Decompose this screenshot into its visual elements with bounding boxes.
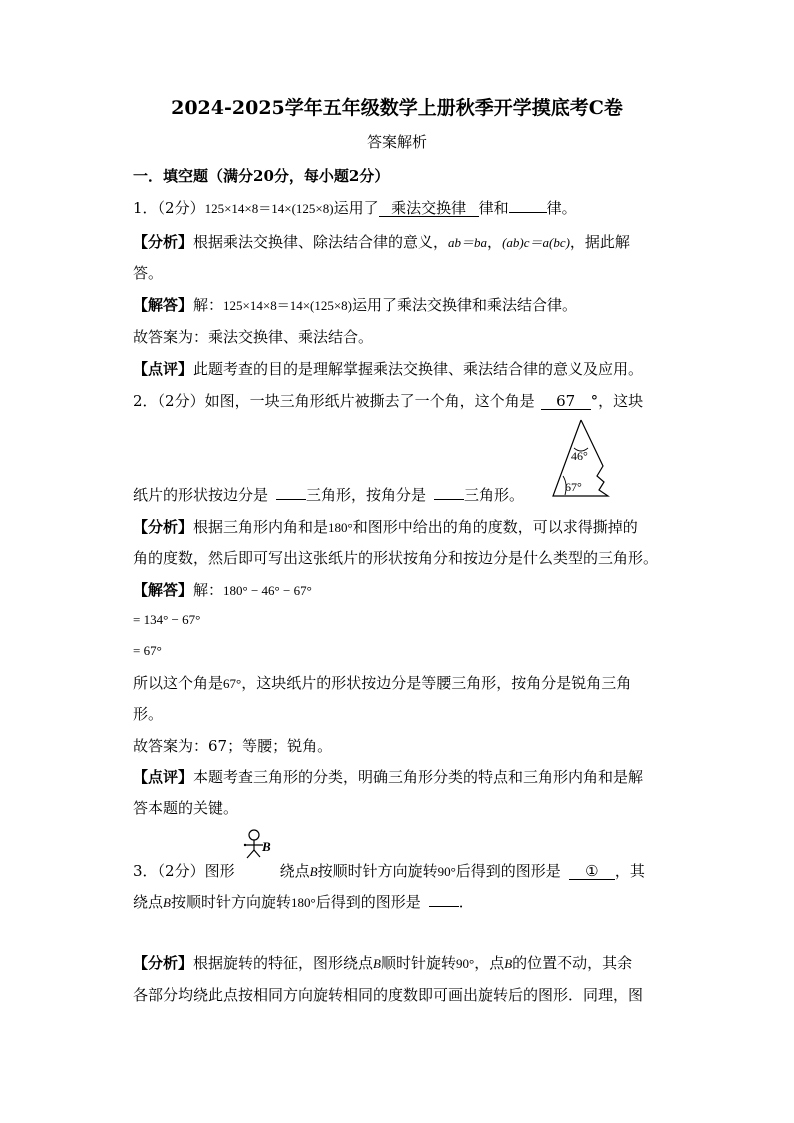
page-title: 2024-2025学年五年级数学上册秋季开学摸底考C卷	[171, 97, 623, 119]
angle-90: 90°	[456, 956, 475, 971]
q2-conclusion	[133, 672, 631, 693]
analysis-text: 和图形中给出的角的度数，可以求得撕掉的	[352, 518, 638, 536]
page-subtitle: 答案解析	[366, 133, 427, 151]
analysis-formula: 180°	[328, 520, 353, 535]
comment-text: 此题考查的目的是理解掌握乘法交换律、乘法结合律的意义及应用。	[193, 360, 644, 378]
q1-number: 1．（2分）	[133, 199, 205, 217]
q3-text: 按顺时针方向旋转	[170, 893, 291, 911]
q2-blank-2	[276, 499, 306, 500]
q1-answer	[133, 294, 577, 315]
q2-text: 纸片的形状按边分是	[133, 486, 269, 504]
q1-text: 运用了	[333, 199, 379, 217]
q3-text: ．	[458, 893, 474, 911]
q3-line	[133, 860, 645, 881]
q1-text: 律。	[546, 199, 577, 217]
q2-comment	[133, 766, 643, 787]
q2-answer	[133, 579, 312, 600]
q1-text: 律和	[478, 199, 509, 217]
answer-tag: 【解答】	[133, 296, 194, 314]
analysis-text: 顺时针旋转	[380, 954, 456, 972]
point-b: B	[373, 956, 381, 971]
answer-text: 解：	[193, 581, 224, 599]
q3-blank-1: ①	[569, 864, 615, 880]
analysis-tag: 【分析】	[133, 518, 194, 536]
calc-line-3: = 67°	[133, 643, 162, 658]
analysis-text: 根据乘法交换律、除法结合律的意义，	[193, 233, 449, 251]
q2-blank-1: 67	[541, 394, 591, 410]
calc-line-1: 180° − 46° − 67°	[223, 583, 312, 598]
conclusion-text: 所以这个角是	[133, 674, 224, 692]
analysis-formula: (ab)c＝a(bc)	[502, 235, 570, 250]
q2-comment-cont: 答本题的关键。	[133, 799, 239, 817]
q3-text: 按顺时针方向旋转	[317, 862, 438, 880]
q2-text: 三角形。	[464, 486, 525, 504]
q2-conclusion-cont: 形。	[133, 705, 164, 723]
q2-text: 三角形，按角分是	[306, 486, 427, 504]
q1-line	[133, 197, 577, 218]
q3-analysis	[133, 952, 632, 973]
q3-analysis-cont: 各部分均绕此点按相同方向旋转相同的度数即可画出旋转后的图形．同理，图	[133, 986, 644, 1004]
angle-180: 180°	[290, 895, 316, 910]
analysis-text: 根据旋转的特征，图形绕点	[193, 954, 374, 972]
angle-label-67: 67°	[565, 480, 582, 494]
analysis-text: ，	[487, 233, 503, 251]
q3-text: 绕点	[133, 893, 164, 911]
q3-text: ，其	[614, 862, 645, 880]
conclusion-text: ，这块纸片的形状按边分是等腰三角形，按角分是锐角三角	[241, 674, 632, 692]
q3-text: 后得到的图形是	[315, 893, 421, 911]
q1-analysis	[133, 231, 630, 252]
stick-figure-icon	[238, 828, 278, 862]
comment-tag: 【点评】	[133, 768, 194, 786]
q1-comment	[133, 358, 643, 379]
answer-tag: 【解答】	[133, 581, 194, 599]
conclusion-angle: 67°	[223, 676, 242, 691]
q2-number: 2．（2分）	[133, 392, 205, 410]
section-heading: 一．填空题（满分20分，每小题2分）	[133, 167, 390, 185]
q2-analysis	[133, 516, 638, 537]
calc-line-2: = 134° − 67°	[133, 612, 201, 627]
analysis-tag: 【分析】	[133, 954, 194, 972]
torn-triangle-figure	[548, 418, 618, 500]
q3-number: 3．（2分）	[133, 862, 205, 880]
angle-90: 90°	[437, 864, 456, 879]
point-b-label: B	[262, 839, 271, 854]
analysis-text: ，点	[474, 954, 505, 972]
q3-text: 图形	[204, 862, 235, 880]
answer-expression: 125×14×8＝14×(125×8)	[223, 298, 353, 313]
q1-expression: 125×14×8＝14×(125×8)	[204, 201, 334, 216]
answer-text: 运用了乘法交换律和乘法结合律。	[352, 296, 578, 314]
analysis-text: 的位置不动，其余	[512, 954, 633, 972]
answer-text: 解：	[193, 296, 224, 314]
analysis-formula: ab＝ba	[448, 235, 488, 250]
q1-analysis-cont: 答。	[133, 264, 164, 282]
q2-text: °，这块	[590, 392, 644, 410]
q2-line	[133, 390, 643, 411]
point-b: B	[309, 864, 318, 879]
comment-text: 本题考查三角形的分类，明确三角形分类的特点和三角形内角和是解	[193, 768, 644, 786]
angle-label-46: 46°	[571, 449, 588, 463]
q2-analysis-cont: 角的度数，然后即可写出这张纸片的形状按角分和按边分是什么类型的三角形。	[133, 549, 659, 567]
q3-blank-2	[429, 906, 459, 907]
q3-text: 后得到的图形是	[455, 862, 561, 880]
q2-final-answer: 故答案为：67；等腰；锐角。	[133, 737, 333, 755]
q1-blank-1: 乘法交换律	[379, 201, 479, 217]
q2-text: 如图，一块三角形纸片被撕去了一个角，这个角是	[204, 392, 535, 410]
point-b: B	[504, 956, 513, 971]
analysis-tag: 【分析】	[133, 233, 194, 251]
q1-final-answer: 故答案为：乘法交换律、乘法结合。	[133, 328, 374, 346]
q2-blank-3	[434, 499, 464, 500]
analysis-text: ，据此解	[569, 233, 630, 251]
q1-blank-2	[509, 212, 547, 213]
point-b: B	[163, 895, 171, 910]
analysis-text: 根据三角形内角和是	[193, 518, 329, 536]
q2-line-cont	[133, 484, 524, 505]
q3-line-cont	[133, 891, 474, 912]
q3-text: 绕点	[279, 862, 310, 880]
comment-tag: 【点评】	[133, 360, 194, 378]
